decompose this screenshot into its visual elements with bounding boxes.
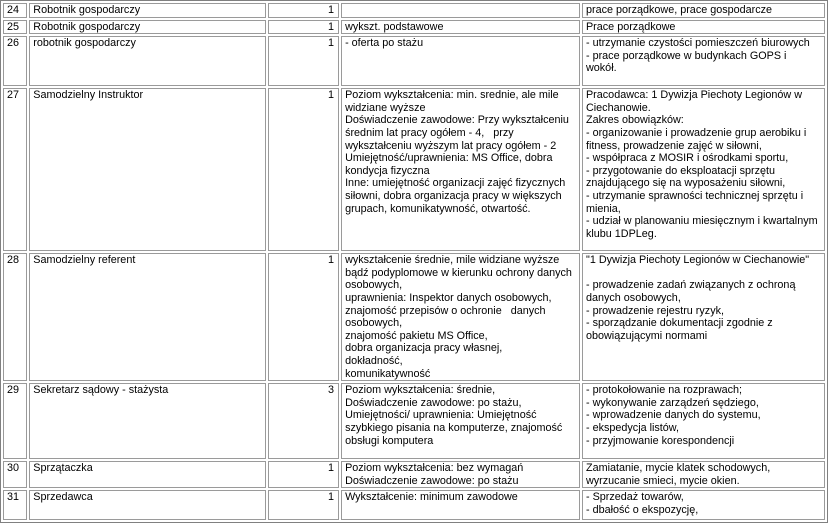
job-title: Sekretarz sądowy - stażysta [29, 383, 266, 459]
duty-line: danych osobowych, [585, 291, 681, 304]
requirement-line: Doświadczenie zawodowe: po stażu, [345, 396, 522, 409]
duties-cell [582, 461, 825, 488]
job-offers-body [3, 3, 825, 520]
job-title: Sprzedawca [29, 490, 266, 520]
requirement-line: grupach, komunikatywność, otwartość. [345, 202, 531, 215]
requirement-line: dokładność, [345, 354, 403, 367]
table-row [3, 490, 825, 520]
duty-line: mienia, [585, 202, 621, 215]
requirement-line: średnim lat pracy ogółem - 4, przy [345, 126, 514, 139]
requirement-line: znajomość pakietu MS Office, [345, 329, 488, 342]
job-title: Samodzielny referent [29, 253, 266, 381]
duty-line: obowiązującymi normami [585, 329, 708, 342]
duty-line: - prowadzenie zadań związanych z ochroną [585, 279, 796, 292]
positions-count: 1 [268, 20, 339, 35]
job-title: Robotnik gospodarczy [29, 3, 266, 18]
duty-line [586, 267, 820, 280]
row-number: 25 [3, 20, 27, 35]
duty-line: - utrzymanie sprawności technicznej sprzętu i [585, 189, 804, 202]
table-row [3, 3, 825, 18]
positions-count: 1 [268, 36, 339, 86]
duty-line: - wprowadzenie danych do systemu, [585, 409, 761, 422]
positions-count: 1 [268, 490, 339, 520]
requirements-cell [341, 36, 580, 86]
duty-line: - przygotowanie do eksploatacji sprzętu [585, 164, 776, 177]
duty-line: Prace porządkowe [585, 20, 676, 33]
duty-line: - przyjmowanie korespondencji [585, 434, 735, 447]
duty-line: - organizowanie i prowadzenie grup aerobiku i [585, 126, 807, 139]
duty-line: - prowadzenie rejestru ryzyk, [585, 304, 724, 317]
requirements-cell [341, 88, 580, 251]
duty-line: klubu 1DPLeg. [585, 227, 657, 240]
duty-line: "1 Dywizja Piechoty Legionów w Ciechanowie" [585, 254, 810, 267]
duties-cell [582, 253, 825, 381]
duty-line: znajdującego się na wyposażeniu siłowni, [585, 177, 786, 190]
positions-count: 1 [268, 88, 339, 251]
requirement-line: Wykształcenie: minimum zawodowe [345, 491, 518, 504]
job-title: robotnik gospodarczy [29, 36, 266, 86]
duty-line: Ciechanowie. [585, 101, 651, 114]
duty-line: wyrzucanie smieci, mycie okien. [585, 474, 740, 487]
table-row [3, 20, 825, 35]
duties-cell [582, 383, 825, 459]
table-row [3, 383, 825, 459]
duties-cell [582, 20, 825, 35]
positions-count: 3 [268, 383, 339, 459]
table-row [3, 253, 825, 381]
duty-line: - Sprzedaż towarów, [585, 491, 684, 504]
positions-count: 1 [268, 3, 339, 18]
duty-line: - współpraca z MOSIR i ośrodkami sportu, [585, 152, 789, 165]
duty-line: - udział w planowaniu miesięcznym i kwartalnym [585, 215, 818, 228]
duty-line: Zamiatanie, mycie klatek schodowych, [585, 462, 771, 475]
requirements-cell [341, 461, 580, 488]
requirement-line: Umiejętność/uprawnienia: MS Office, dobra [345, 152, 553, 165]
requirement-line: dobra organizacja pracy własnej, [345, 342, 503, 355]
requirement-line: Inne: umiejętność organizacji zajęć fizycznych [345, 177, 566, 190]
duties-cell [582, 490, 825, 520]
table-row [3, 88, 825, 251]
duties-cell [582, 88, 825, 251]
duties-cell [582, 3, 825, 18]
row-number: 30 [3, 461, 27, 488]
duty-line: - dbałość o ekspozycję, [585, 503, 699, 516]
job-title: Sprzątaczka [29, 461, 266, 488]
duty-line: - sporządzanie dokumentacji zgodnie z [585, 317, 773, 330]
row-number: 29 [3, 383, 27, 459]
requirement-line: Doświadczenie zawodowe: Przy wykształceniu [345, 114, 569, 127]
duty-line: prace porządkowe, prace gospodarcze [585, 4, 773, 16]
requirements-cell [341, 253, 580, 381]
row-number: 31 [3, 490, 27, 520]
duty-line: fitness, prowadzenie zajęć w siłowni, [585, 139, 762, 152]
requirement-line: znajomość przepisów o ochronie danych [345, 304, 546, 317]
requirement-line: Poziom wykształcenia: średnie, [345, 384, 496, 397]
requirement-line: kondycja fizyczna [345, 164, 430, 177]
requirement-line: Poziom wykształcenia: min. srednie, ale mile [345, 89, 559, 102]
duty-line: - wykonywanie zarządzeń sędziego, [585, 396, 759, 409]
duty-line: - utrzymanie czystości pomieszczeń biurowych [585, 37, 810, 50]
table-row [3, 36, 825, 86]
requirement-line: uprawnienia: Inspektor danych osobowych, [345, 291, 552, 304]
positions-count: 1 [268, 461, 339, 488]
positions-count: 1 [268, 253, 339, 381]
row-number: 26 [3, 36, 27, 86]
duty-line: - prace porządkowe w budynkach GOPS i wokół. [585, 49, 790, 75]
row-number: 24 [3, 3, 27, 18]
requirement-line: siłowni, dobra organizacja pracy w większych [345, 189, 562, 202]
requirement-line: Poziom wykształcenia: bez wymagań [345, 462, 524, 475]
duty-line: - ekspedycja listów, [585, 421, 679, 434]
requirement-line: bądź podyplomowe w kierunku ochrony danych [345, 266, 572, 279]
requirement-line: osobowych, [345, 279, 403, 292]
job-title: Samodzielny Instruktor [29, 88, 266, 251]
duties-cell [582, 36, 825, 86]
job-title: Robotnik gospodarczy [29, 20, 266, 35]
requirements-cell [341, 383, 580, 459]
requirement-line: wykszt. podstawowe [345, 20, 444, 33]
requirement-line: wykształceniu wyższym lat pracy ogółem - 2 [345, 139, 557, 152]
row-number: 27 [3, 88, 27, 251]
requirement-line: szybkiego pisania na komputerze, znajomość [345, 421, 563, 434]
requirements-cell [341, 490, 580, 520]
row-number: 28 [3, 253, 27, 381]
requirement-line: osobowych, [345, 317, 403, 330]
requirements-cell [341, 3, 580, 18]
duty-line: - protokołowanie na rozprawach; [585, 384, 743, 397]
duty-line: Pracodawca: 1 Dywizja Piechoty Legionów w [585, 89, 803, 102]
requirement-line: obsługi komputera [345, 434, 434, 447]
requirement-line: Umiejętności/ uprawnienia: Umiejętność [345, 409, 537, 422]
duty-line: Zakres obowiązków: [585, 114, 684, 127]
table-row [3, 461, 825, 488]
requirement-line: Doświadczenie zawodowe: po stażu [345, 474, 519, 487]
requirement-line: widziane wyższe [345, 101, 426, 114]
requirements-cell [341, 20, 580, 35]
requirement-line: wykształcenie średnie, mile widziane wyższe [345, 254, 560, 267]
requirement-line: - oferta po stażu [345, 37, 424, 50]
requirement-line: komunikatywność [345, 367, 431, 380]
